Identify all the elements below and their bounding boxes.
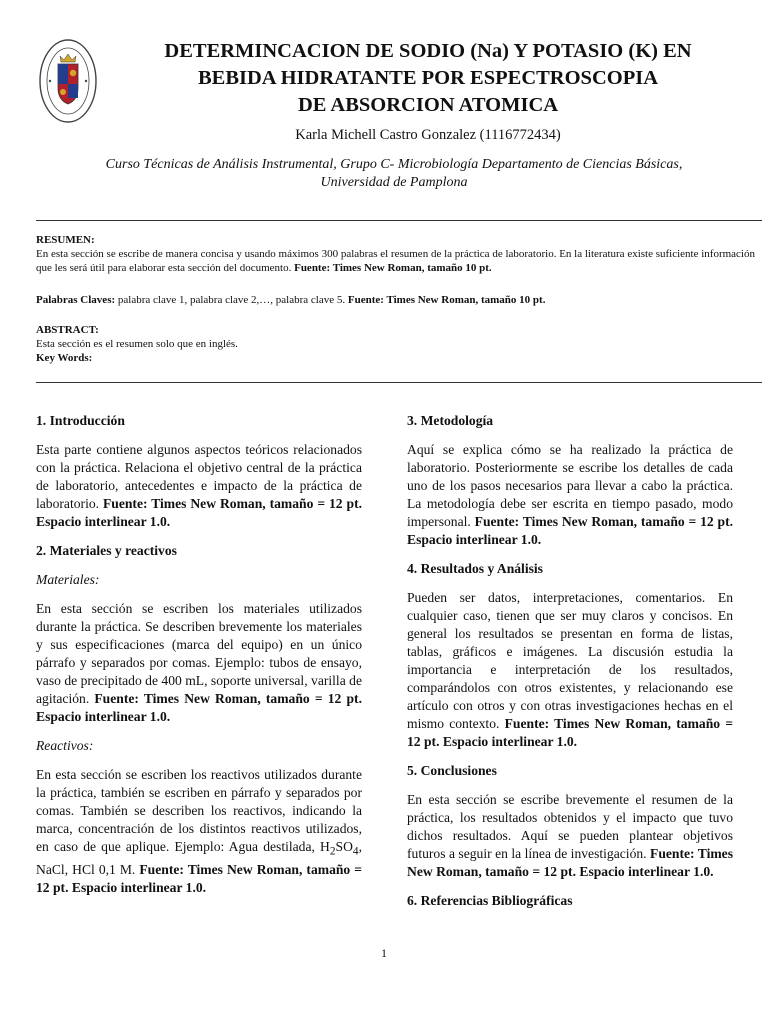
- key-words-label: Key Words:: [36, 352, 93, 364]
- title-line: DE ABSORCION ATOMICA: [297, 94, 559, 116]
- reactivos-subheading: Reactivos:: [36, 738, 94, 753]
- materiales-font-note: Fuente: Times New Roman, tamaño = 12 pt. Espacio interlinear 1.0.: [36, 691, 362, 724]
- intro-font-note: Fuente: Times New Roman, tamaño = 12 pt. Espacio interlinear 1.0.: [36, 496, 362, 529]
- title-line: DETERMINCACION DE SODIO (Na) Y POTASIO (K) EN: [164, 40, 692, 62]
- course-affiliation: [50, 156, 738, 192]
- author-line: Karla Michell Castro Gonzalez (1116772434): [295, 127, 561, 143]
- subscript-2: 2: [329, 845, 336, 858]
- resumen-block: [36, 233, 762, 275]
- conclusiones-font-note: Fuente: Times New Roman, tamaño = 12 pt. Espacio interlinear 1.0.: [407, 846, 733, 879]
- document-title: [108, 38, 748, 119]
- section-heading-conclusiones: 5. Conclusiones: [407, 763, 497, 778]
- keywords-text: palabra clave 1, palabra clave 2,…, palabra clave 5.: [115, 294, 348, 306]
- bottom-divider: [36, 382, 762, 383]
- resumen-label: RESUMEN:: [36, 234, 95, 246]
- keywords-font-note: Fuente: Times New Roman, tamaño 10 pt.: [347, 294, 546, 306]
- intro-paragraph: [36, 441, 362, 531]
- section-heading-metodologia: 3. Metodología: [407, 413, 494, 428]
- section-heading-materiales: 2. Materiales y reactivos: [36, 543, 177, 558]
- subscript-4: 4: [352, 845, 359, 858]
- reactivos-font-note: Fuente: Times New Roman, tamaño = 12 pt. Espacio interlinear 1.0.: [36, 861, 362, 895]
- reactivos-text: En esta sección se escriben los reactivos utilizados durante la práctica, también se escriben en párrafo y separados por comas. También se describen los reactivos, indicando la marca, concentración de los distintos reactivos utilizados, en caso de que aplique. Ejemplo: Agua destilada, H: [36, 767, 362, 854]
- course-line: Universidad de Pamplona: [320, 175, 468, 190]
- intro-text: Esta parte contiene algunos aspectos teóricos relacionados con la práctica. Relaciona el objetivo central de la práctica de laboratorio, antecedentes e impacto de la práctica de laboratorio.: [36, 442, 362, 511]
- abstract-block: [36, 323, 762, 365]
- section-heading-introduccion: 1. Introducción: [36, 413, 125, 428]
- keywords-block: [36, 293, 762, 307]
- university-seal-logo: [38, 38, 98, 124]
- reactivos-tail: , NaCl, HCl 0,1 M.: [36, 839, 362, 877]
- resultados-font-note: Fuente: Times New Roman, tamaño = 12 pt. Espacio interlinear 1.0.: [407, 716, 734, 749]
- materiales-paragraph: [36, 600, 362, 726]
- metodologia-paragraph: [407, 441, 733, 549]
- abstract-text: Esta sección es el resumen solo que en inglés.: [36, 338, 238, 350]
- keywords-label: Palabras Claves:: [36, 294, 116, 306]
- metodologia-font-note: Fuente: Times New Roman, tamaño = 12 pt. Espacio interlinear 1.0.: [407, 514, 733, 547]
- resumen-font-note: Fuente: Times New Roman, tamaño 10 pt.: [294, 262, 492, 274]
- abstract-label: ABSTRACT:: [36, 324, 99, 336]
- top-divider: [36, 220, 762, 221]
- section-heading-resultados: 4. Resultados y Análisis: [407, 561, 543, 576]
- course-line: Curso Técnicas de Análisis Instrumental, Grupo C- Microbiología Departamento de Ciencias Básicas,: [105, 157, 683, 172]
- section-heading-referencias: 6. Referencias Bibliográficas: [407, 893, 573, 908]
- resultados-paragraph: [407, 589, 733, 751]
- right-column: [407, 412, 733, 921]
- resumen-text: En esta sección se escribe de manera concisa y usando máximos 300 palabras el resumen de la práctica de laboratorio. En la literatura existe suficiente información que les será útil para elaborar esta sección del documento.: [36, 248, 755, 274]
- resultados-text: Pueden ser datos, interpretaciones, comentarios. En cualquier caso, tienen que ser muy claros y concisos. En general los resultados se presentan en forma de listas, tablas, gráficos e imágenes. La discusión estudia la importancia e interpretación de los resultados, comparándolos con otros existentes, y relacionando ese artículo con otros y con otras investigaciones hechas en el mismo contexto.: [407, 590, 733, 731]
- materiales-subheading: Materiales:: [36, 572, 100, 587]
- title-line: BEBIDA HIDRATANTE POR ESPECTROSCOPIA: [198, 67, 658, 89]
- conclusiones-paragraph: [407, 791, 733, 881]
- materiales-text: En esta sección se escriben los materiales utilizados durante la práctica. Se describen brevemente los materiales y sus especificaciones (marca del equipo) en un único párrafo y separados por comas. Ejemplo: tubos de ensayo, vaso de precipitado de 400 mL, soporte universal, varilla de agitación.: [36, 601, 362, 706]
- conclusiones-text: En esta sección se escribe brevemente el resumen de la práctica, los resultados obtenidos y el impacto que tuvo dichos resultados. Aquí se pueden plantear objetivos futuros a seguir en la línea de investigación.: [407, 792, 733, 861]
- reactivos-paragraph: [36, 766, 362, 897]
- page-number: 1: [381, 946, 387, 960]
- left-column: [36, 412, 362, 908]
- formula-so: SO: [335, 839, 353, 854]
- metodologia-text: Aquí se explica cómo se ha realizado la práctica de laboratorio. Posteriormente se escribe los detalles de cada uno de los pasos necesarios para llevar a cabo la práctica. La metodología debe ser escrita en tiempo pasado, modo impersonal.: [407, 442, 733, 529]
